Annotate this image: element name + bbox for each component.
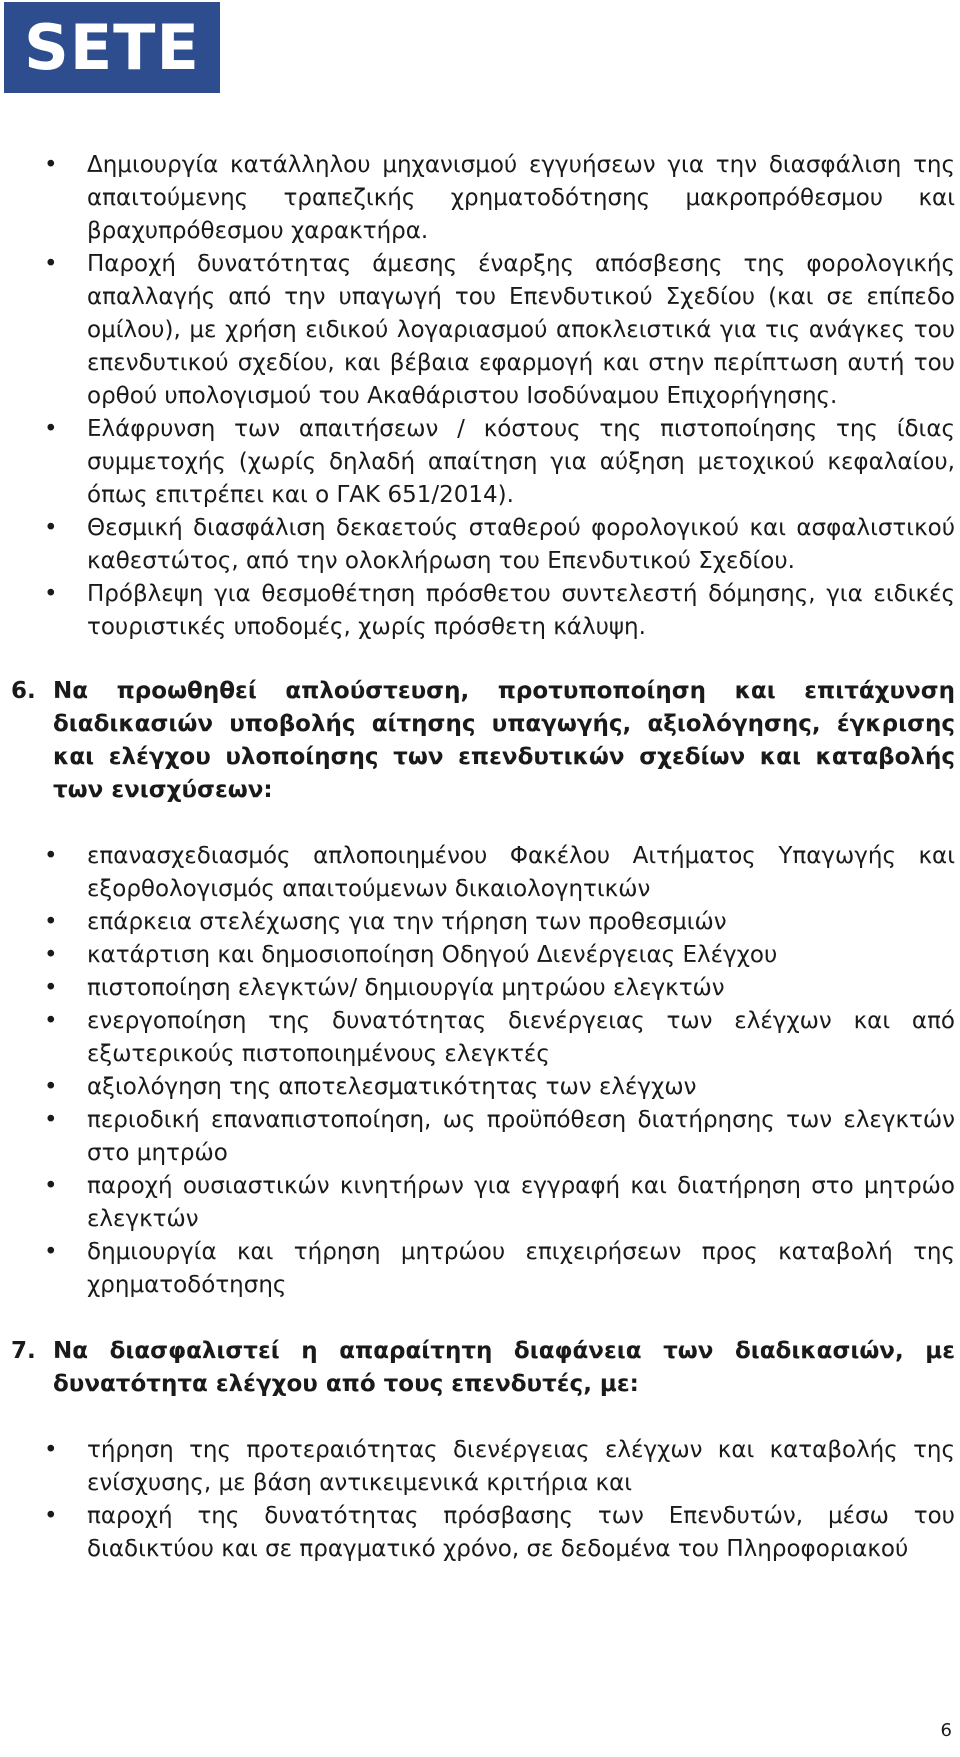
bullet-item: • τήρηση της προτεραιότητας διενέργειας ελέγχων και καταβολής της ενίσχυσης, με βάση αντικειμενικά κριτήρια και [87, 1434, 955, 1500]
section-7-title: Να διασφαλιστεί η απαραίτητη διαφάνεια των διαδικασιών, με δυνατότητα ελέγχου από τους επενδυτές, με: [53, 1338, 955, 1397]
section-7-bullet-list [0, 1434, 960, 1566]
document-body [0, 149, 960, 1566]
section-6-title: Να προωθηθεί απλούστευση, προτυποποίηση και επιτάχυνση διαδικασιών υποβολής αίτησης υπαγωγής, αξιολόγησης, έγκρισης και ελέγχου υλοποίησης των επενδυτικών σχεδίων και καταβολής των ενισχύσεων: [53, 678, 955, 803]
section-7-heading [11, 1335, 955, 1401]
bullet-item: • επανασχεδιασμός απλοποιημένου Φακέλου Αιτήματος Υπαγωγής και εξορθολογισμός απαιτούμενων δικαιολογητικών [87, 840, 955, 906]
bullet-item: • δημιουργία και τήρηση μητρώου επιχειρήσεων προς καταβολή της χρηματοδότησης [87, 1236, 955, 1302]
sete-logo [4, 2, 220, 93]
bullet-item: • παροχή ουσιαστικών κινητήρων για εγγραφή και διατήρηση στο μητρώο ελεγκτών [87, 1170, 955, 1236]
bullet-item: • περιοδική επαναπιστοποίηση, ως προϋπόθεση διατήρησης των ελεγκτών στο μητρώο [87, 1104, 955, 1170]
bullet-item: • επάρκεια στελέχωσης για την τήρηση των προθεσμιών [87, 906, 955, 939]
bullet-item: • Παροχή δυνατότητας άμεσης έναρξης απόσβεσης της φορολογικής απαλλαγής από την υπαγωγή του Επενδυτικού Σχεδίου (και σε επίπεδο ομίλου), με χρήση ειδικού λογαριασμού αποκλειστικά για τις ανάγκες του επενδυτικού σχεδίου, και βέβαια εφαρμογή και στην περίπτωση αυτή του ορθού υπολογισμού του Ακαθάριστου Ισοδύναμου Επιχορήγησης. [87, 248, 955, 413]
section-6-bullet-list [0, 840, 960, 1302]
bullet-item: • κατάρτιση και δημοσιοποίηση Οδηγού Διενέργειας Ελέγχου [87, 939, 955, 972]
bullet-item: • Θεσμική διασφάλιση δεκαετούς σταθερού φορολογικού και ασφαλιστικού καθεστώτος, από την ολοκλήρωση του Επενδυτικού Σχεδίου. [87, 512, 955, 578]
section-6-heading [11, 675, 955, 807]
bullet-item: • πιστοποίηση ελεγκτών/ δημιουργία μητρώου ελεγκτών [87, 972, 955, 1005]
bullet-item: • Πρόβλεψη για θεσμοθέτηση πρόσθετου συντελεστή δόμησης, για ειδικές τουριστικές υποδομές, χωρίς πρόσθετη κάλυψη. [87, 578, 955, 644]
bullet-item: • ενεργοποίηση της δυνατότητας διενέργειας των ελέγχων και από εξωτερικούς πιστοποιημένους ελεγκτές [87, 1005, 955, 1071]
section-6-number: 6. [11, 678, 36, 704]
bullet-item: • αξιολόγηση της αποτελεσματικότητας των ελέγχων [87, 1071, 955, 1104]
bullet-item: • παροχή της δυνατότητας πρόσβασης των Επενδυτών, μέσω του διαδικτύου και σε πραγματικό χρόνο, σε δεδομένα του Πληροφοριακού [87, 1500, 955, 1566]
bullet-item: • Δημιουργία κατάλληλου μηχανισμού εγγυήσεων για την διασφάλιση της απαιτούμενης τραπεζικής χρηματοδότησης μακροπρόθεσμου και βραχυπρόθεσμου χαρακτήρα. [87, 149, 955, 248]
page-number: 6 [940, 1720, 952, 1741]
bullet-item: • Ελάφρυνση των απαιτήσεων / κόστους της πιστοποίησης της ίδιας συμμετοχής (χωρίς δηλαδή απαίτηση για αύξηση μετοχικού κεφαλαίου, όπως επιτρέπει και ο ΓΑΚ 651/2014). [87, 413, 955, 512]
section-7-number: 7. [11, 1338, 36, 1364]
intro-bullet-list [0, 149, 960, 644]
logo-text: SETE [24, 10, 200, 84]
